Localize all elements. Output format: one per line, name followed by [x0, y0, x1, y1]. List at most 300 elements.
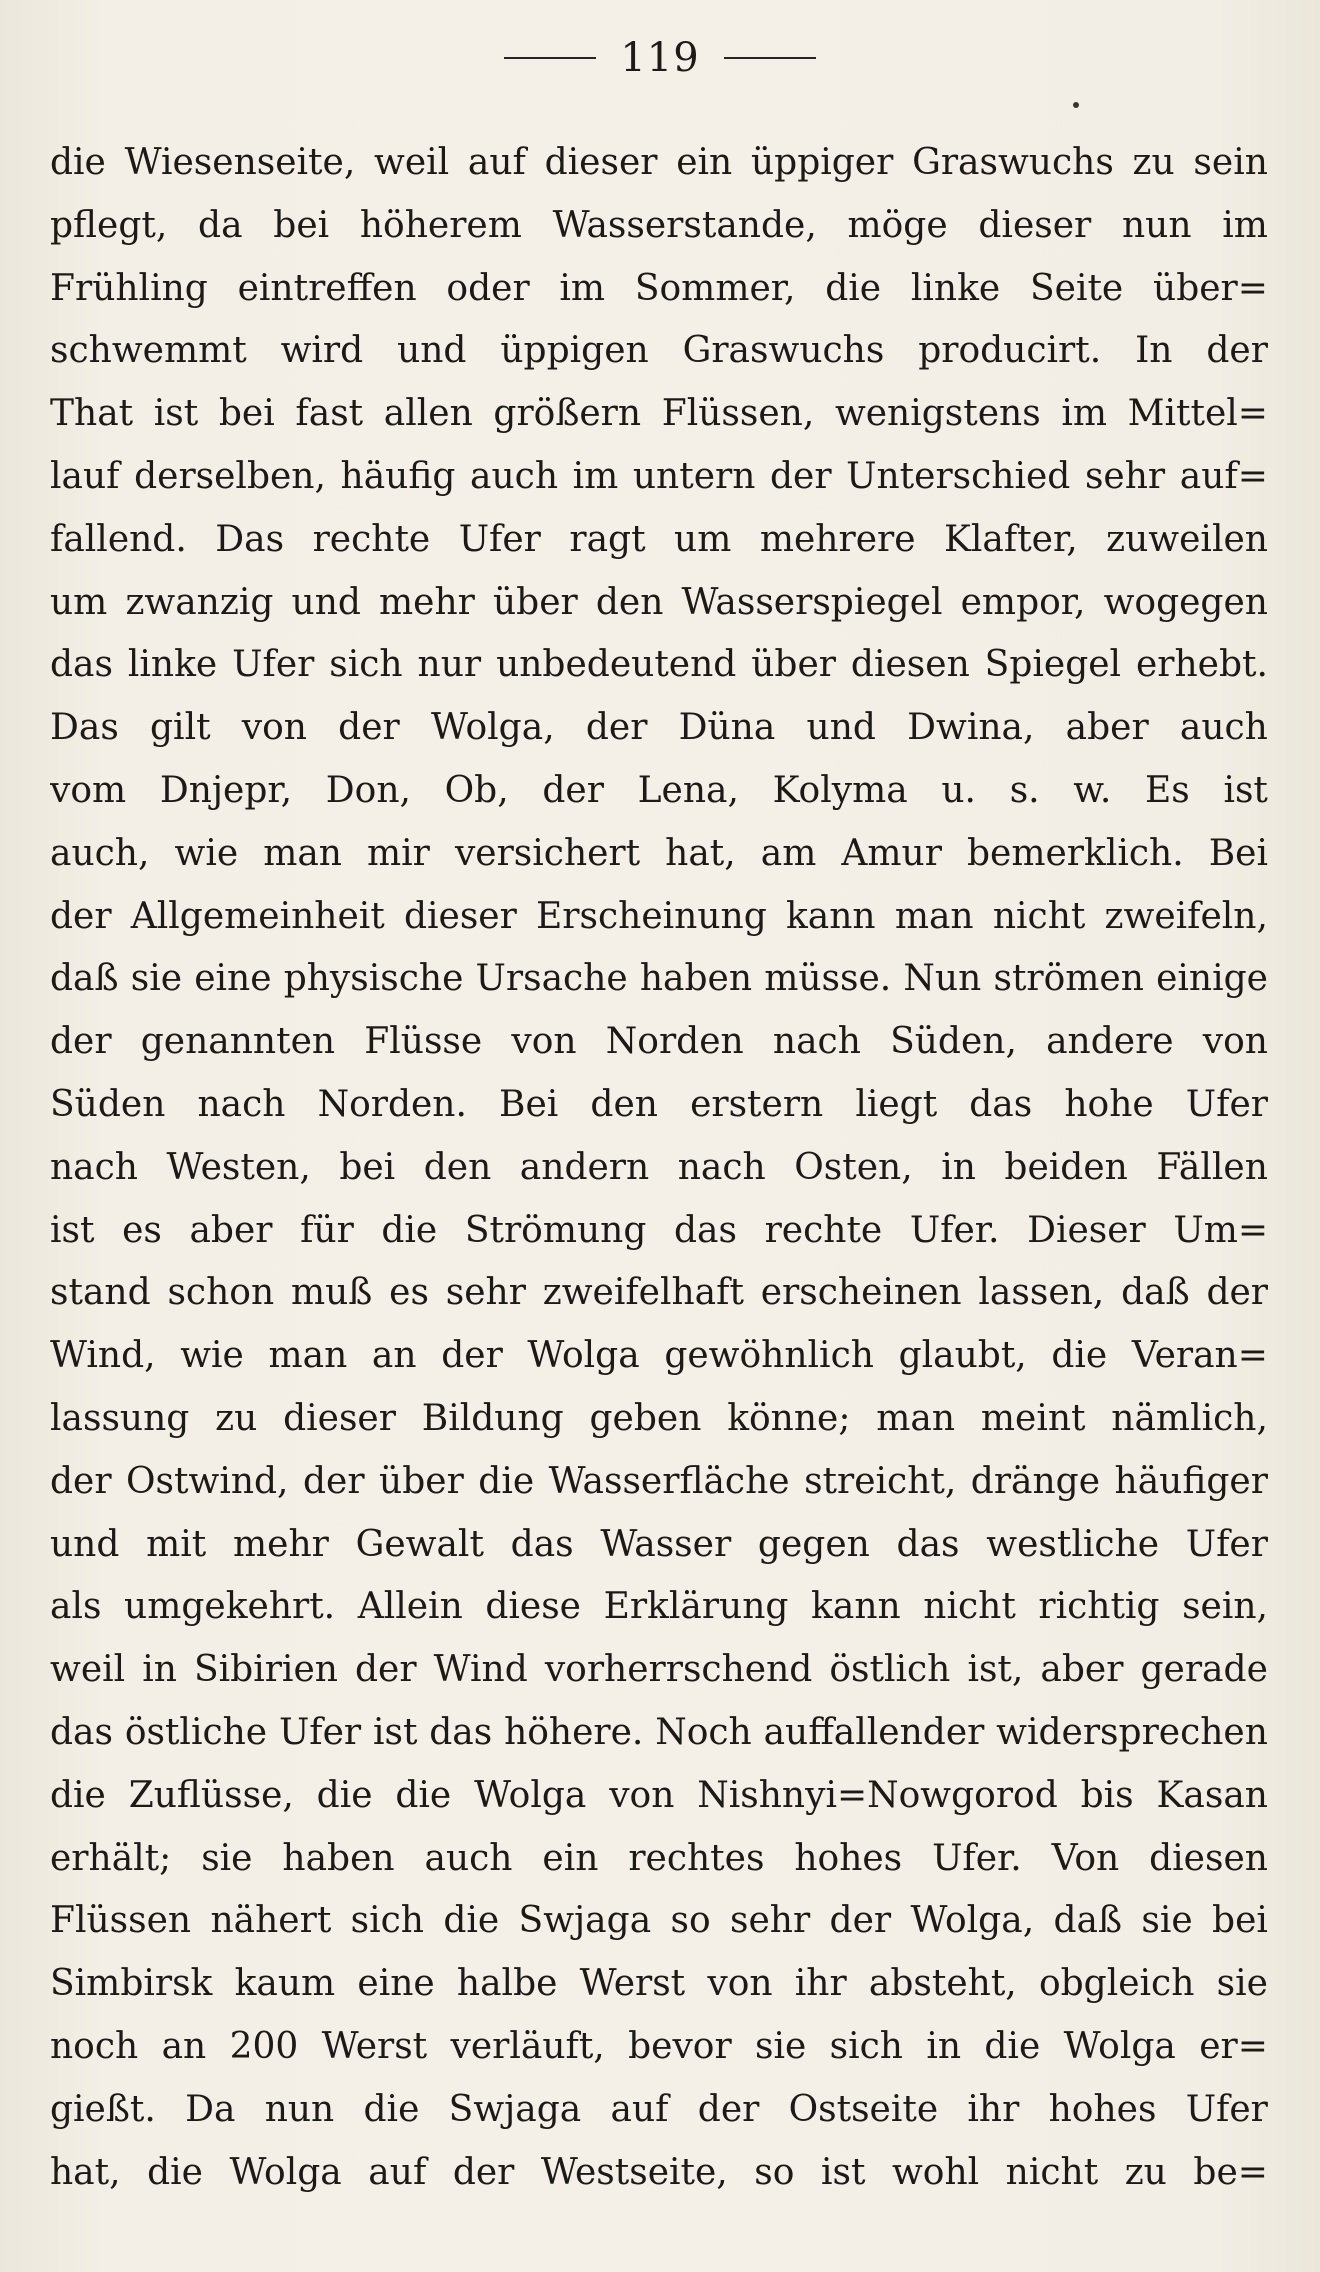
word: schon [167, 1272, 275, 1314]
word: Wasserfläche [548, 1460, 790, 1502]
word: schwemmt [50, 330, 247, 372]
word: die [316, 1774, 373, 1816]
word: an [371, 1335, 417, 1377]
word: am [760, 832, 817, 874]
word: zu [1124, 2151, 1167, 2193]
word: der [50, 895, 112, 937]
word: Ufer [458, 518, 541, 560]
text-line [50, 383, 1268, 446]
word: Strömung [464, 1209, 647, 1251]
word: empor, [960, 581, 1086, 623]
word: könne; [727, 1397, 851, 1439]
word: nähert [210, 1900, 332, 1942]
word: kaum [234, 1963, 336, 2005]
word: höhere. [504, 1711, 644, 1753]
word: zu [1132, 142, 1175, 183]
word: bevor [628, 2025, 732, 2067]
word: Düna [678, 707, 776, 749]
word: Westseite, [540, 2151, 728, 2193]
word: Wolga, [430, 707, 555, 749]
word: die [381, 1209, 438, 1251]
word: nun [1121, 204, 1192, 246]
word: der [585, 707, 648, 749]
word: auf [368, 2151, 427, 2193]
word: über [493, 581, 578, 623]
word: linke [127, 644, 218, 686]
word: Nishnyi=Nowgorod [697, 1774, 1058, 1816]
word: das [50, 644, 113, 686]
word: Nun [903, 958, 982, 1000]
word: Simbirsk [50, 1963, 213, 2005]
word: richtig [1038, 1586, 1160, 1628]
word: auch [1179, 707, 1268, 749]
word: ist [50, 1209, 95, 1251]
word: wie [180, 1335, 244, 1377]
word: Dwina, [907, 707, 1035, 749]
word: Norden [605, 1021, 744, 1063]
text-line [50, 948, 1268, 1011]
word: Norden. [317, 1083, 467, 1125]
word: dränge [970, 1460, 1101, 1502]
word: den [590, 1083, 658, 1125]
word: ist [372, 1711, 418, 1753]
word: haben [639, 958, 753, 1000]
word: nur [417, 644, 482, 686]
word: glaubt, [898, 1335, 1027, 1377]
word: halbe [456, 1963, 558, 2005]
word: Wind, [50, 1335, 156, 1377]
word: Kasan [1156, 1774, 1268, 1816]
word: sehr [445, 1272, 526, 1314]
text-line [50, 760, 1268, 823]
word: noch [50, 2025, 139, 2067]
word: streicht, [804, 1460, 957, 1502]
word: kann [785, 895, 876, 937]
word: erstern [690, 1083, 824, 1125]
text-line [50, 886, 1268, 949]
word: die [147, 2151, 203, 2193]
word: Flüssen [50, 1900, 192, 1942]
word: rechte [312, 518, 431, 560]
word: gewöhnlich [664, 1335, 874, 1377]
word: mir [367, 832, 430, 874]
word: Werst [321, 2025, 428, 2067]
word: Fällen [1156, 1146, 1268, 1188]
word: untern [632, 455, 756, 497]
text-line [50, 132, 1268, 195]
word: geben [589, 1397, 702, 1439]
word: die [1051, 1335, 1108, 1377]
word: Noch [655, 1711, 752, 1753]
word: sich [350, 1900, 424, 1942]
word: und [397, 330, 467, 372]
word: zweifeln, [1104, 895, 1268, 937]
word: strömen [993, 958, 1144, 1000]
word: sein [1193, 142, 1268, 183]
word: Dieser [1027, 1209, 1146, 1251]
word: sein, [1182, 1586, 1268, 1628]
word: Bei [499, 1083, 559, 1125]
word: zuweilen [1106, 518, 1268, 560]
word: Seite [1029, 267, 1124, 309]
word: Don, [325, 769, 411, 811]
word: andern [519, 1146, 650, 1188]
word: w. [1073, 769, 1112, 811]
word: liegt [855, 1083, 938, 1125]
text-line [50, 2079, 1268, 2142]
word: andere [1046, 1021, 1174, 1063]
word: der [697, 2088, 760, 2130]
text-line [50, 572, 1268, 635]
word: und [50, 1523, 120, 1565]
word: Allein [357, 1586, 463, 1628]
word: Frühling [50, 267, 208, 309]
word: von [241, 707, 307, 749]
word: nach [50, 1146, 138, 1188]
word: in [926, 2025, 962, 2067]
word: gegen [757, 1523, 870, 1565]
text-line [50, 1702, 1268, 1765]
word: sich [329, 644, 403, 686]
word: über= [1153, 267, 1268, 309]
text-line [50, 1011, 1268, 1074]
word: häufig [340, 455, 456, 497]
word: genannten [140, 1021, 336, 1063]
word: das [510, 1523, 574, 1565]
word: Ostwind, [126, 1460, 289, 1502]
word: Swjaga [518, 1900, 652, 1942]
word: Ufer [1185, 2088, 1268, 2130]
word: und [291, 581, 361, 623]
word: ein [676, 142, 733, 183]
word: so [754, 2151, 795, 2193]
word: allen [383, 393, 473, 435]
word: Es [1144, 769, 1190, 811]
word: über [751, 644, 836, 686]
word: Das [50, 707, 119, 749]
word: um [674, 518, 732, 560]
word: verläuft, [450, 2025, 605, 2067]
word: sie [1141, 1900, 1193, 1942]
word: nach [197, 1083, 286, 1125]
word: das [969, 1083, 1033, 1125]
page-header [0, 28, 1320, 88]
word: der [542, 769, 604, 811]
word: so [670, 1900, 711, 1942]
word: In [1135, 330, 1173, 372]
word: Wasser [600, 1523, 732, 1565]
word: häufiger [1114, 1460, 1268, 1502]
text-line [50, 1388, 1268, 1451]
word: wenigstens [834, 393, 1041, 435]
word: eine [357, 1963, 435, 2005]
text-line [50, 1200, 1268, 1263]
word: Süden, [890, 1021, 1017, 1063]
word: widersprechen [996, 1711, 1268, 1753]
word: die [478, 1460, 535, 1502]
word: weil [374, 142, 450, 183]
word: Wolga [527, 1335, 640, 1377]
word: die [825, 267, 882, 309]
word: 200 [229, 2025, 299, 2067]
word: Ufer [278, 1711, 362, 1753]
word: Um= [1173, 1209, 1268, 1251]
word: vom [50, 769, 127, 811]
word: vorherrschend [544, 1649, 813, 1691]
ink-speck [1073, 102, 1079, 108]
text-line [50, 697, 1268, 760]
word: zu [215, 1397, 258, 1439]
word: fast [295, 393, 364, 435]
word: bei [273, 204, 330, 246]
text-line [50, 1953, 1268, 2016]
word: auch [424, 1837, 513, 1879]
word: nicht [992, 895, 1086, 937]
word: üppiger [750, 142, 894, 183]
word: müsse. [764, 958, 892, 1000]
word: das [429, 1711, 493, 1753]
text-line [50, 1074, 1268, 1137]
word: das [896, 1523, 960, 1565]
word: daß [1121, 1272, 1190, 1314]
text-line [50, 1451, 1268, 1514]
text-line [50, 320, 1268, 383]
word: höherem [359, 204, 522, 246]
word: hohe [1064, 1083, 1154, 1125]
word: Ufer. [932, 1837, 1022, 1879]
word: obgleich [1038, 1963, 1195, 2005]
word: der [1206, 1272, 1268, 1314]
word: Wolga [229, 2151, 342, 2193]
word: Kolyma [772, 769, 908, 811]
word: be= [1193, 2151, 1268, 2193]
word: Erscheinung [536, 895, 767, 937]
word: aber [189, 1209, 273, 1251]
word: die [50, 1774, 106, 1816]
word: westliche [986, 1523, 1160, 1565]
word: sehr [730, 1900, 811, 1942]
text-line [50, 258, 1268, 321]
word: Ob, [444, 769, 509, 811]
word: von [1202, 1021, 1268, 1063]
word: bemerklich. [967, 832, 1184, 874]
text-line [50, 634, 1268, 697]
word: gilt [150, 707, 211, 749]
word: östliche [124, 1711, 268, 1753]
word: umgekehrt. [124, 1586, 336, 1628]
word: dieser [978, 204, 1092, 246]
word: Mittel= [1127, 393, 1268, 435]
text-line [50, 1890, 1268, 1953]
word: lassen, [978, 1272, 1105, 1314]
text-line [50, 1576, 1268, 1639]
word: bei [1212, 1900, 1268, 1942]
word: lauf [50, 455, 120, 497]
word: ist [820, 2151, 866, 2193]
word: auch [470, 455, 559, 497]
word: bei [218, 393, 275, 435]
word: zwanzig [125, 581, 274, 623]
word: oder [446, 267, 530, 309]
word: das [50, 1711, 113, 1753]
word: Zuflüsse, [128, 1774, 294, 1816]
word: versichert [454, 832, 641, 874]
word: dieser [544, 142, 658, 183]
word: kann [811, 1586, 901, 1628]
word: fallend. [50, 518, 187, 560]
word: hohes [1048, 2088, 1157, 2130]
word: Das [215, 518, 285, 560]
word: lassung [50, 1397, 190, 1439]
word: eintreffen [237, 267, 417, 309]
word: dieser [283, 1397, 396, 1439]
header-rule-left [504, 57, 596, 59]
word: ein [542, 1837, 599, 1879]
word: Veran= [1131, 1335, 1268, 1377]
word: nun [264, 2088, 335, 2130]
word: Flüsse [364, 1021, 483, 1063]
word: der [50, 1021, 112, 1063]
word: That [50, 393, 134, 435]
word: diesen [1149, 1837, 1268, 1879]
word: Wiesenseite, [124, 142, 356, 183]
word: wird [280, 330, 364, 372]
word: Allgemeinheit [130, 895, 385, 937]
word: absteht, [868, 1963, 1017, 2005]
text-line [50, 446, 1268, 509]
word: Unterschied [846, 455, 1071, 497]
word: mehrere [759, 518, 916, 560]
word: Ufer. [909, 1209, 1000, 1251]
word: Wind [433, 1649, 528, 1691]
word: größern [493, 393, 642, 435]
word: ragt [569, 518, 646, 560]
word: nicht [1005, 2151, 1099, 2193]
word: pflegt, [50, 204, 168, 246]
word: hat, [50, 2151, 121, 2193]
word: im [1061, 393, 1108, 435]
word: sie [755, 2025, 807, 2067]
word: in [941, 1146, 976, 1188]
word: Werst [579, 1963, 686, 2005]
word: erhebt. [1135, 644, 1268, 686]
word: Ufer [232, 644, 315, 686]
word: der [355, 1649, 417, 1691]
word: nämlich, [1111, 1397, 1268, 1439]
word: Süden [50, 1083, 166, 1125]
word: um [50, 581, 108, 623]
word: Spiegel [984, 644, 1122, 686]
word: wogegen [1103, 581, 1268, 623]
word: von [511, 1021, 577, 1063]
text-line [50, 823, 1268, 886]
word: eine [194, 958, 272, 1000]
word: weil [50, 1649, 126, 1691]
word: der [441, 1335, 503, 1377]
word: einige [1156, 958, 1268, 1000]
word: die [984, 2025, 1041, 2067]
text-line [50, 1137, 1268, 1200]
word: bei [339, 1146, 396, 1188]
text-line [50, 509, 1268, 572]
word: nach [772, 1021, 861, 1063]
word: Klafter, [944, 518, 1078, 560]
word: die [443, 1900, 500, 1942]
text-line [50, 1828, 1268, 1891]
word: auf [610, 2088, 669, 2130]
word: hohes [794, 1837, 903, 1879]
word: Dnjepr, [159, 769, 293, 811]
word: da [198, 204, 243, 246]
word: Graswuchs [912, 142, 1114, 183]
word: man [268, 1335, 348, 1377]
word: producirt. [918, 330, 1102, 372]
word: Gewalt [355, 1523, 484, 1565]
word: östlich [829, 1649, 951, 1691]
word: der [303, 1460, 365, 1502]
word: Bei [1208, 832, 1268, 874]
word: man [876, 1397, 956, 1439]
word: über [379, 1460, 464, 1502]
text-line [50, 1514, 1268, 1577]
word: Ufer [1185, 1523, 1268, 1565]
word: der [770, 455, 832, 497]
word: ist [153, 393, 199, 435]
word: daß [1053, 1900, 1123, 1942]
word: nach [677, 1146, 766, 1188]
word: wohl [891, 2151, 980, 2193]
word: das [674, 1209, 737, 1251]
word: Wasserstande, [552, 204, 817, 246]
word: Graswuchs [682, 330, 885, 372]
word: bis [1080, 1774, 1134, 1816]
word: als [50, 1586, 102, 1628]
word: sich [829, 2025, 903, 2067]
word: erhält; [50, 1837, 172, 1879]
word: Wasserspiegel [681, 581, 943, 623]
header-rule-right [724, 57, 816, 59]
word: Wolga, [910, 1900, 1035, 1942]
word: Sibirien [193, 1649, 338, 1691]
word: der [50, 1460, 112, 1502]
word: Osten, [794, 1146, 913, 1188]
word: der [1206, 330, 1268, 372]
word: aber [1040, 1649, 1124, 1691]
word: muß [290, 1272, 373, 1314]
word: Da [185, 2088, 236, 2130]
word: ihr [967, 2088, 1020, 2130]
text-line [50, 1262, 1268, 1325]
word: unbedeutend [496, 644, 737, 686]
word: die [363, 2088, 420, 2130]
word: der [452, 2151, 515, 2193]
word: sie [130, 958, 183, 1000]
word: man [263, 832, 342, 874]
body-text [50, 132, 1268, 2204]
word: mehr [379, 581, 475, 623]
word: aber [1065, 707, 1149, 749]
word: auffallender [763, 1711, 985, 1753]
word: Von [1051, 1837, 1120, 1879]
word: Flüssen, [661, 393, 815, 435]
word: möge [847, 204, 948, 246]
word: daß [50, 958, 119, 1000]
word: Wolga [474, 1774, 587, 1816]
word: den [595, 581, 664, 623]
text-line [50, 2142, 1268, 2205]
word: er= [1199, 2025, 1268, 2067]
word: erscheinen [760, 1272, 962, 1314]
